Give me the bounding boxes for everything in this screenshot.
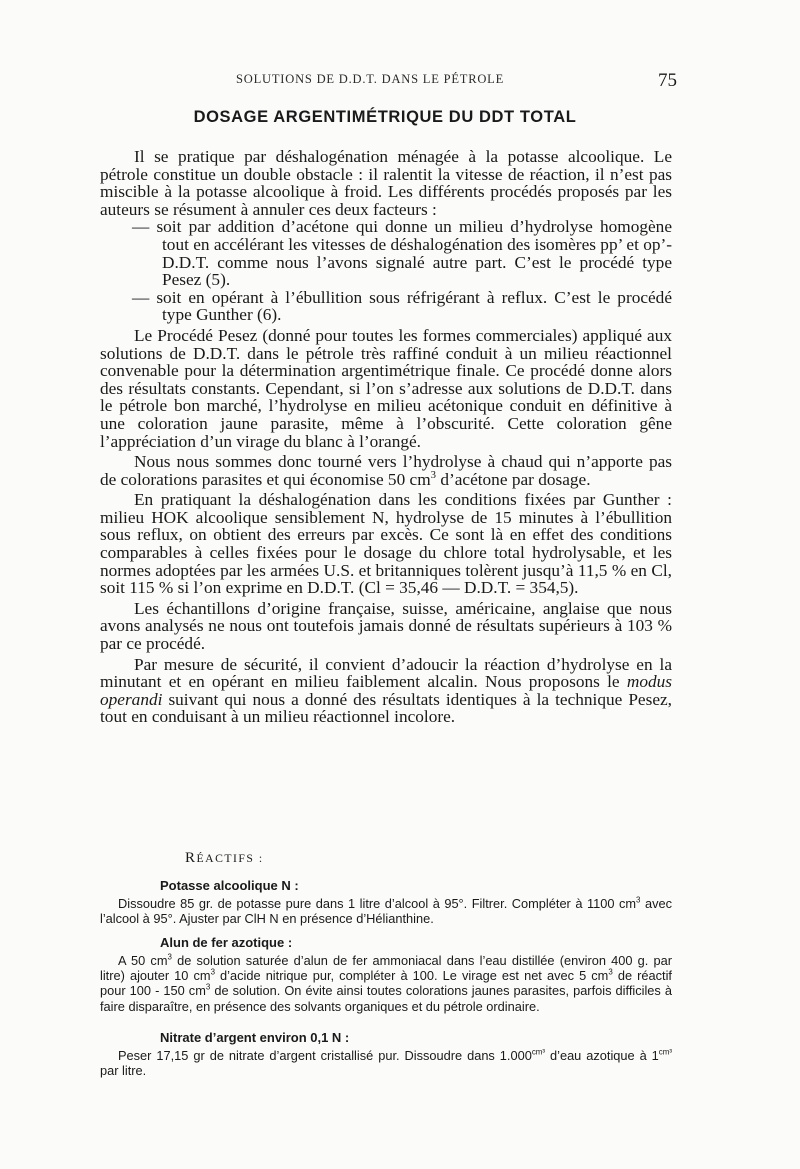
paragraph-gunther: En pratiquant la déshalogénation dans les conditions fixées par Gunther : milieu HOK alcoolique sensiblement N, hydrolyse de 15 minutes à l’ébullition sous reflux, on obtient des erreurs par excès. Ce sont là en effet des conditions comparables à celles fixées pour le dosage du chlore total hydrolysable, et les normes adoptées par les armées U.S. et britanniques tolèrent jusqu’à 11,5 % en Cl, soit 115 % si l’on exprime en D.D.T. (Cl = 35,46 — D.D.T. = 354,5). [100, 490, 672, 598]
paragraph-echantillons: Les échantillons d’origine française, suisse, américaine, anglaise que nous avons analysés ne nous ont toutefois jamais donné de résultats supérieurs à 103 % par ce procédé. [100, 598, 672, 654]
page-number: 75 [658, 70, 677, 91]
list-item-reflux: — soit en opérant à l’ébullition sous réfrigérant à reflux. C’est le procédé type Gunther (6). [132, 287, 672, 325]
paragraph-securite: Par mesure de sécurité, il convient d’adoucir la réaction d’hydrolyse en la minutant et en opérant en milieu faiblement alcalin. Nous proposons le modus operandi suivant qui nous a donné des résultats identiques à la technique Pesez, tout en conduisant à un milieu réactionnel incolore. [100, 654, 672, 727]
reagent-nitrate-title: Nitrate d’argent environ 0,1 N : [160, 1030, 350, 1045]
main-text [100, 148, 672, 726]
reagent-potasse-title: Potasse alcoolique N : [160, 878, 299, 893]
paragraph-pesez: Le Procédé Pesez (donné pour toutes les formes commerciales) appliqué aux solutions de D.D.T. dans le pétrole très raffiné conduit à un milieu réactionnel convenable pour la détermination argentimétrique finale. Ce procédé donne alors des résultats constants. Cependant, si l’on s’adresse aux solutions de D.D.T. dans le pétrole bon marché, l’hydrolyse en milieu acétonique conduit en définitive à une coloration jaune parasite, même à l’obscurité. Cette coloration gêne l’appréciation d’un virage du blanc à l’orangé. [100, 325, 672, 451]
reagent-alun-title: Alun de fer azotique : [160, 935, 293, 950]
reagent-alun-text: A 50 $cm^3$ de solution saturée d’alun de fer ammoniacal dans l’eau distillée (environ 400 g. par litre) ajouter 10 $cm^3$ d’acide nitrique pur, compléter à 100. Le virage est net avec 5 $cm^3$ de réactif pour 100 - 150 $cm^3$ de solution. On évite ainsi toutes colorations jaunes parasites, parfois difficiles à faire disparaître, en présence des solvants organiques et du pétrole ordinaire. [100, 952, 673, 1014]
paragraph-intro: Il se pratique par déshalogénation ménagée à la potasse alcoolique. Le pétrole constitue un double obstacle : il ralentit la vitesse de réaction, il n’est pas miscible à la potasse alcoolique à froid. Les différents procédés proposés par les auteurs se résument à annuler ces deux facteurs : [100, 147, 672, 219]
reactifs-heading: RÉACTIFS : [185, 850, 264, 866]
section-title: DOSAGE ARGENTIMÉTRIQUE DU DDT TOTAL [193, 108, 577, 126]
list-item-acetone: — soit par addition d’acétone qui donne un milieu d’hydrolyse homogène tout en accélérant les vitesses de déshalogénation des isomères pp’ et op’-D.D.T. comme nous l’avons signalé autre part. C’est le procédé type Pesez (5). [132, 217, 672, 290]
running-head: SOLUTIONS DE D.D.T. DANS LE PÉTROLE [236, 72, 505, 86]
paragraph-hydrolyse: Nous nous sommes donc tourné vers l’hydrolyse à chaud qui n’apporte pas de colorations parasites et qui économise 50 $cm^3$ d’acétone par dosage. [100, 452, 672, 489]
reagent-nitrate-text: Peser 17,15 gr de nitrate d’argent cristallisé pur. Dissoudre dans $1.000^{cm^3}$ d’eau azotique à $1^{cm^3}$ par litre. [100, 1047, 672, 1079]
reagent-potasse-text: Dissoudre 85 gr. de potasse pure dans 1 litre d’alcool à 95°. Filtrer. Compléter à 1100 $cm^3$ avec l’alcool à 95°. Ajuster par ClH N en présence d’Hélianthine. [100, 895, 672, 927]
